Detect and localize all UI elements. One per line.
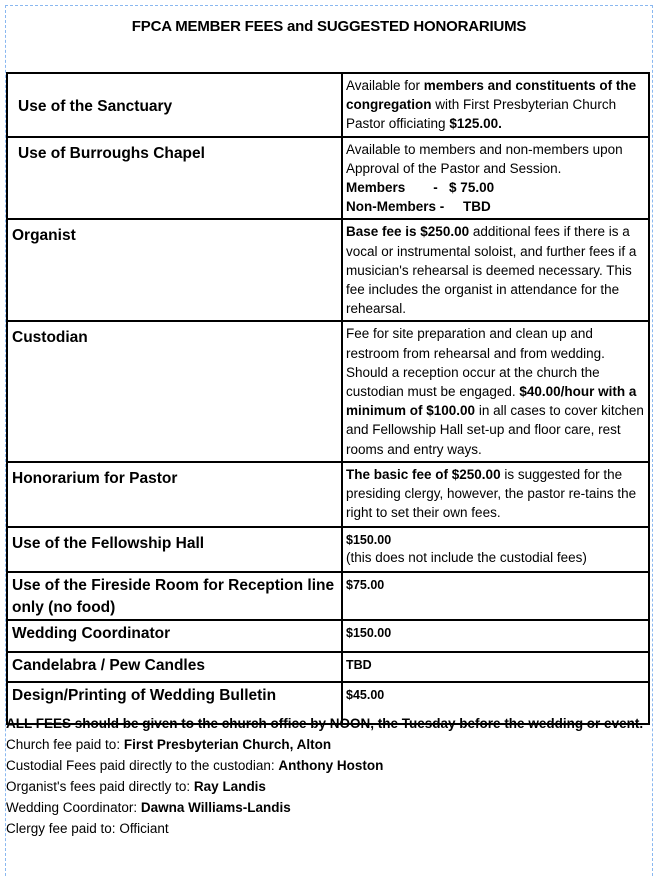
fee-value-cell	[342, 620, 649, 652]
coordinator-line	[6, 797, 650, 818]
fee-item-label: Organist	[12, 227, 76, 245]
fee-item-label: Wedding Coordinator	[12, 624, 171, 642]
desc-text: in all cases to cover kitchen and Fellowship Hall set-up and floor care, rest rooms and entry ways.	[346, 403, 644, 457]
desc-price: $125.00.	[449, 116, 502, 132]
fee-description	[343, 220, 648, 320]
members-separator: -	[433, 180, 438, 196]
fee-item-cell	[7, 462, 342, 527]
clergy-fee-line	[6, 818, 650, 839]
fee-price: $45.00	[346, 687, 385, 702]
fee-price: $150.00	[346, 625, 392, 640]
clergy-fee-label: Clergy fee paid to:	[6, 821, 120, 836]
fee-value-cell	[342, 527, 649, 572]
fee-item-cell	[7, 137, 342, 220]
desc-price: Base fee is $250.00	[346, 224, 470, 240]
members-label: Members	[346, 180, 406, 196]
table-row	[7, 652, 649, 682]
fee-value	[343, 528, 648, 570]
desc-text: is suggested for the presiding clergy, however, the pastor re-tains the right to set their own fees.	[346, 466, 637, 521]
fee-item-label: Custodian	[12, 329, 88, 347]
fee-price: TBD	[346, 657, 372, 672]
church-fee-label: Church fee paid to:	[6, 737, 124, 752]
fee-description	[343, 74, 648, 136]
desc-text: Available to members and non-members upon Approval of the Pastor and Session.	[346, 141, 623, 176]
table-row	[7, 527, 649, 572]
table-row	[7, 137, 649, 220]
custodial-fee-payee: Anthony Hoston	[278, 758, 384, 773]
coordinator-label: Wedding Coordinator:	[6, 800, 141, 815]
custodial-fee-label: Custodial Fees paid directly to the custodian:	[6, 758, 279, 773]
fee-note: (this does not include the custodial fees)	[346, 549, 587, 565]
payment-notes	[6, 713, 650, 839]
fee-item-label: Honorarium for Pastor	[12, 469, 178, 487]
table-row	[7, 73, 649, 137]
table-row	[7, 620, 649, 652]
desc-text: Available for	[346, 78, 424, 93]
fee-description	[343, 138, 648, 219]
fee-item-label: Use of Burroughs Chapel	[18, 144, 205, 162]
deadline-text: ALL FEES should be given to the church office by NOON, the Tuesday before the wedding or event.	[6, 716, 644, 731]
members-price: $ 75.00	[449, 180, 495, 196]
fee-description	[343, 463, 648, 525]
deadline-notice	[6, 713, 650, 734]
document-title: FPCA MEMBER FEES and SUGGESTED HONORARIUMS	[131, 18, 527, 35]
fee-item-cell	[7, 620, 342, 652]
desc-text: additional fees if there is a vocal or instrumental soloist, and further fees if a musician's rehearsal is deemed necessary. This fee includes the organist in attendance for the rehearsal.	[346, 224, 637, 317]
organist-fee-payee: Ray Landis	[193, 779, 266, 794]
fee-item-cell	[7, 73, 342, 137]
table-row	[7, 321, 649, 461]
fee-price: $150.00	[346, 532, 392, 547]
nonmembers-price: TBD	[463, 199, 491, 215]
desc-bold: members and constituents of the congregation	[346, 78, 637, 113]
fee-description-cell	[342, 462, 649, 527]
fee-description-cell	[342, 219, 649, 321]
fee-item-label: Candelabra / Pew Candles	[12, 656, 205, 674]
table-row	[7, 572, 649, 620]
fee-item-cell	[7, 572, 342, 620]
fee-item-cell	[7, 527, 342, 572]
organist-fee-line	[6, 776, 650, 797]
fee-value-cell	[342, 652, 649, 682]
table-row	[7, 219, 649, 321]
desc-price: The basic fee of $250.00	[346, 466, 501, 482]
desc-text: Fee for site preparation and clean up and restroom from rehearsal and from wedding. Should a reception occur at the church the custodian must be engaged.	[346, 326, 605, 400]
fee-value-cell	[342, 572, 649, 620]
fees-table	[6, 72, 650, 725]
fee-description-cell	[342, 137, 649, 220]
church-fee-line	[6, 734, 650, 755]
table-row	[7, 462, 649, 527]
fee-item-cell	[7, 321, 342, 461]
desc-text: with First Presbyterian Church Pastor officiating	[346, 97, 617, 132]
fee-item-label: Use of the Fellowship Hall	[12, 534, 205, 552]
fee-description-cell	[342, 321, 649, 461]
nonmembers-label: Non-Members -	[346, 199, 445, 215]
fee-item-cell	[7, 219, 342, 321]
fee-item-label: Use of the Fireside Room for Reception line only (no food)	[12, 576, 335, 616]
fee-description	[343, 322, 648, 460]
fee-item-label: Design/Printing of Wedding Bulletin	[12, 686, 277, 704]
fee-item-label: Use of the Sanctuary	[18, 98, 173, 115]
church-fee-payee: First Presbyterian Church, Alton	[123, 737, 332, 752]
clergy-fee-payee: Officiant	[119, 821, 169, 836]
organist-fee-label: Organist's fees paid directly to:	[6, 779, 194, 794]
desc-price: $40.00/hour with a minimum of $100.00	[346, 384, 637, 419]
fee-item-cell	[7, 652, 342, 682]
fee-price: $75.00	[346, 577, 385, 592]
coordinator-name: Dawna Williams-Landis	[140, 800, 291, 815]
fee-description-cell	[342, 73, 649, 137]
custodial-fee-line	[6, 755, 650, 776]
